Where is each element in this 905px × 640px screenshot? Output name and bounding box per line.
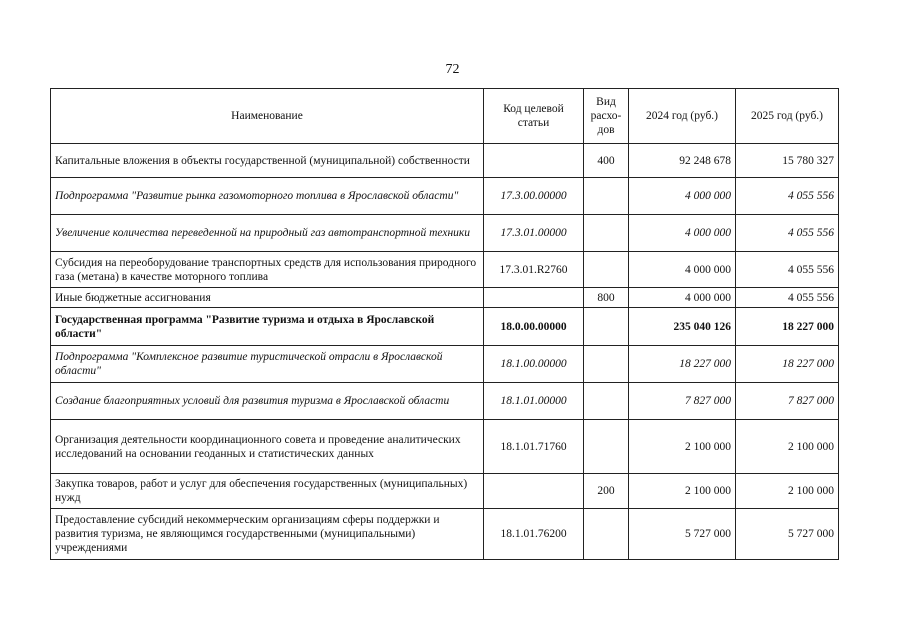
row-expense-type [584,420,629,474]
row-name: Закупка товаров, работ и услуг для обеспечения государственных (муниципальных) нужд [51,474,484,509]
row-name: Подпрограмма "Комплексное развитие туристической отрасли в Ярославской области" [51,346,484,383]
row-amount-2024: 92 248 678 [629,144,736,178]
row-code [484,474,584,509]
table-row [51,308,839,346]
row-code: 18.0.00.00000 [484,308,584,346]
row-amount-2024: 235 040 126 [629,308,736,346]
header-row [51,89,839,144]
row-name: Предоставление субсидий некоммерческим организациям сферы поддержки и развития туризма, не являющимся государственными (муниципальными) учреждениями [51,509,484,560]
row-code: 18.1.00.00000 [484,346,584,383]
header-2024: 2024 год (руб.) [629,89,736,144]
table-header [51,89,839,144]
row-amount-2024: 2 100 000 [629,420,736,474]
table-row [51,420,839,474]
table-row [51,474,839,509]
row-amount-2025: 2 100 000 [736,474,839,509]
row-code: 17.3.00.00000 [484,178,584,215]
header-name: Наименование [51,89,484,144]
row-amount-2025: 18 227 000 [736,346,839,383]
row-amount-2025: 4 055 556 [736,215,839,252]
row-expense-type: 800 [584,288,629,308]
table-row [51,178,839,215]
row-name: Субсидия на переоборудование транспортных средств для использования природного газа (метана) в качестве моторного топлива [51,252,484,288]
table-row [51,252,839,288]
row-amount-2024: 4 000 000 [629,288,736,308]
row-amount-2025: 15 780 327 [736,144,839,178]
row-expense-type [584,252,629,288]
header-type: Вид расхо-дов [584,89,629,144]
row-expense-type [584,308,629,346]
table-row [51,288,839,308]
table-row [51,509,839,560]
row-code: 18.1.01.00000 [484,383,584,420]
row-amount-2025: 4 055 556 [736,178,839,215]
budget-table [50,88,839,560]
row-expense-type [584,215,629,252]
table-row [51,215,839,252]
row-amount-2024: 2 100 000 [629,474,736,509]
row-expense-type [584,178,629,215]
table-body [51,144,839,560]
row-name: Создание благоприятных условий для развития туризма в Ярославской области [51,383,484,420]
row-name: Иные бюджетные ассигнования [51,288,484,308]
row-amount-2024: 7 827 000 [629,383,736,420]
row-expense-type: 200 [584,474,629,509]
table-row [51,144,839,178]
header-2025: 2025 год (руб.) [736,89,839,144]
row-amount-2025: 18 227 000 [736,308,839,346]
row-name: Организация деятельности координационного совета и проведение аналитических исследований на основании геоданных и статистических данных [51,420,484,474]
row-code: 18.1.01.71760 [484,420,584,474]
page-number: 72 [445,62,460,77]
row-expense-type: 400 [584,144,629,178]
row-code: 17.3.01.R2760 [484,252,584,288]
row-amount-2024: 4 000 000 [629,215,736,252]
row-amount-2025: 4 055 556 [736,252,839,288]
table-row [51,346,839,383]
row-amount-2024: 4 000 000 [629,178,736,215]
row-name: Подпрограмма "Развитие рынка газомоторного топлива в Ярославской области" [51,178,484,215]
row-amount-2025: 2 100 000 [736,420,839,474]
row-code [484,144,584,178]
row-code [484,288,584,308]
table-row [51,383,839,420]
row-amount-2024: 4 000 000 [629,252,736,288]
header-code: Код целевой статьи [484,89,584,144]
row-name: Увеличение количества переведенной на природный газ автотранспортной техники [51,215,484,252]
row-name: Капитальные вложения в объекты государственной (муниципальной) собственности [51,144,484,178]
row-amount-2025: 4 055 556 [736,288,839,308]
row-expense-type [584,509,629,560]
row-amount-2024: 5 727 000 [629,509,736,560]
row-code: 17.3.01.00000 [484,215,584,252]
row-amount-2025: 7 827 000 [736,383,839,420]
row-amount-2025: 5 727 000 [736,509,839,560]
row-code: 18.1.01.76200 [484,509,584,560]
row-amount-2024: 18 227 000 [629,346,736,383]
row-expense-type [584,346,629,383]
row-name: Государственная программа "Развитие туризма и отдыха в Ярославской области" [51,308,484,346]
row-expense-type [584,383,629,420]
